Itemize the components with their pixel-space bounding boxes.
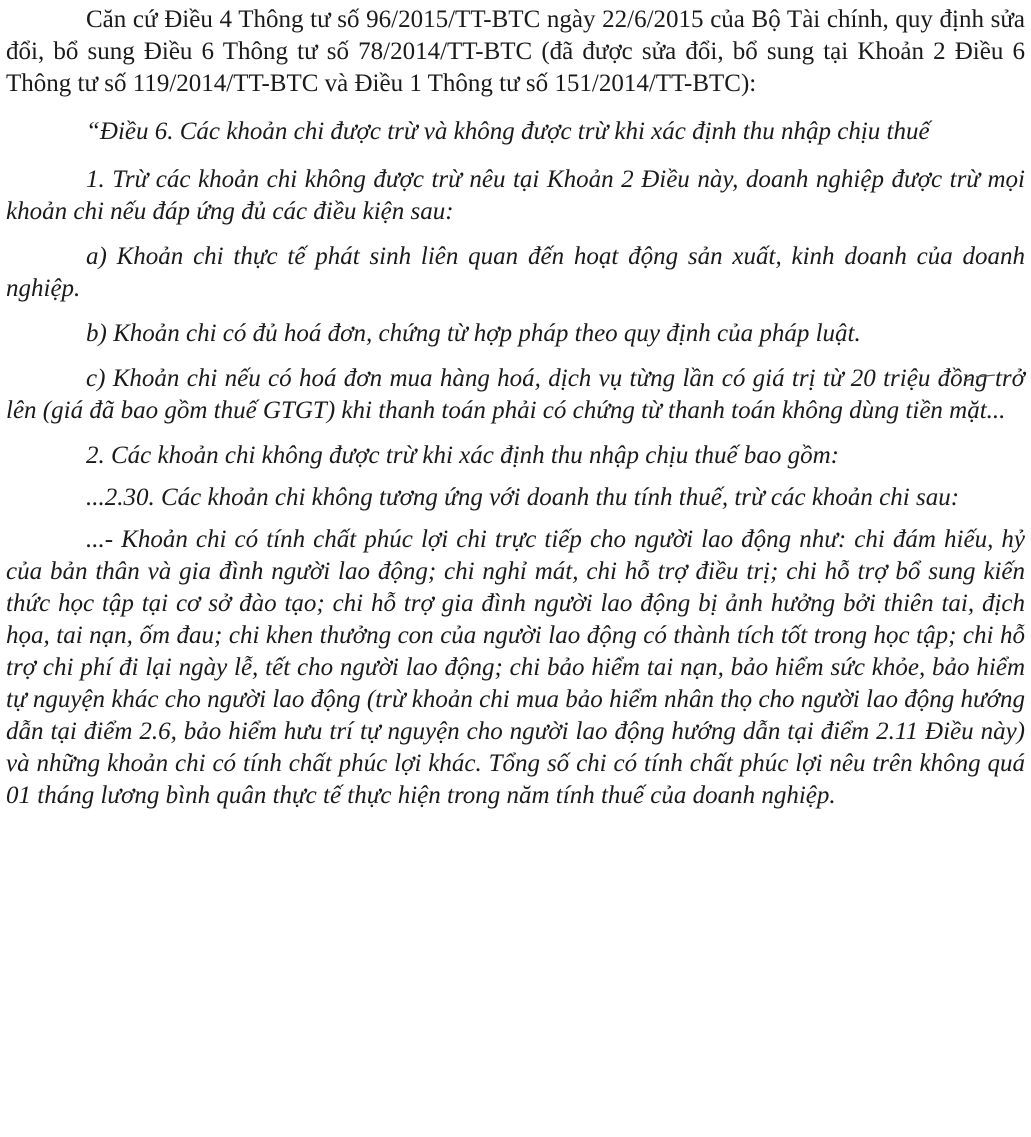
intro-paragraph: Căn cứ Điều 4 Thông tư số 96/2015/TT-BTC ngày 22/6/2015 của Bộ Tài chính, quy định sửa đổi, bổ sung Điều 6 Thông tư số 78/2014/TT-BTC (đã được sửa đổi, bổ sung tại Khoản 2 Điều 6 Thông tư số 119/2014/TT-BTC và Điều 1 Thông tư số 151/2014/TT-BTC): <box>6 6 1025 97</box>
clause-1a: a) Khoản chi thực tế phát sinh liên quan đến hoạt động sản xuất, kinh doanh của doanh nghiệp. <box>6 243 1025 302</box>
clause-1b: b) Khoản chi có đủ hoá đơn, chứng từ hợp pháp theo quy định của pháp luật. <box>86 320 861 347</box>
pen-stroke-mark <box>964 373 996 383</box>
article-title: “Điều 6. Các khoản chi được trừ và không được trừ khi xác định thu nhập chịu thuế <box>86 118 930 145</box>
clause-2-30: ...2.30. Các khoản chi không tương ứng với doanh thu tính thuế, trừ các khoản chi sau: <box>86 484 960 511</box>
clause-1c: c) Khoản chi nếu có hoá đơn mua hàng hoá, dịch vụ từng lần có giá trị từ 20 triệu đồng trở lên (giá đã bao gồm thuế GTGT) khi thanh toán phải có chứng từ thanh toán không dùng tiền mặt... <box>6 365 1025 424</box>
clause-2-30-item: ...- Khoản chi có tính chất phúc lợi chi trực tiếp cho người lao động như: chi đám hiếu, hỷ của bản thân và gia đình người lao động; chi nghỉ mát, chi hỗ trợ điều trị; chi hỗ trợ bổ sung kiến thức học tập tại cơ sở đào tạo; chi hỗ trợ gia đình người lao động bị ảnh hưởng bởi thiên tai, địch họa, tai nạn, ốm đau; chi khen thưởng con của người lao động có thành tích tốt trong học tập; chi hỗ trợ chi phí đi lại ngày lễ, tết cho người lao động; chi bảo hiểm tai nạn, bảo hiểm sức khỏe, bảo hiểm tự nguyện khác cho người lao động (trừ khoản chi mua bảo hiểm nhân thọ cho người lao động hướng dẫn tại điểm 2.6, bảo hiểm hưu trí tự nguyện cho người lao động hướng dẫn tại điểm 2.11 Điều này) và những khoản chi có tính chất phúc lợi khác. Tổng số chi có tính chất phúc lợi nêu trên không quá 01 tháng lương bình quân thực tế thực hiện trong năm tính thuế của doanh nghiệp. <box>6 526 1025 809</box>
clause-1: 1. Trừ các khoản chi không được trừ nêu tại Khoản 2 Điều này, doanh nghiệp được trừ mọi khoản chi nếu đáp ứng đủ các điều kiện sau: <box>6 166 1025 225</box>
clause-2: 2. Các khoản chi không được trừ khi xác định thu nhập chịu thuế bao gồm: <box>86 442 839 469</box>
